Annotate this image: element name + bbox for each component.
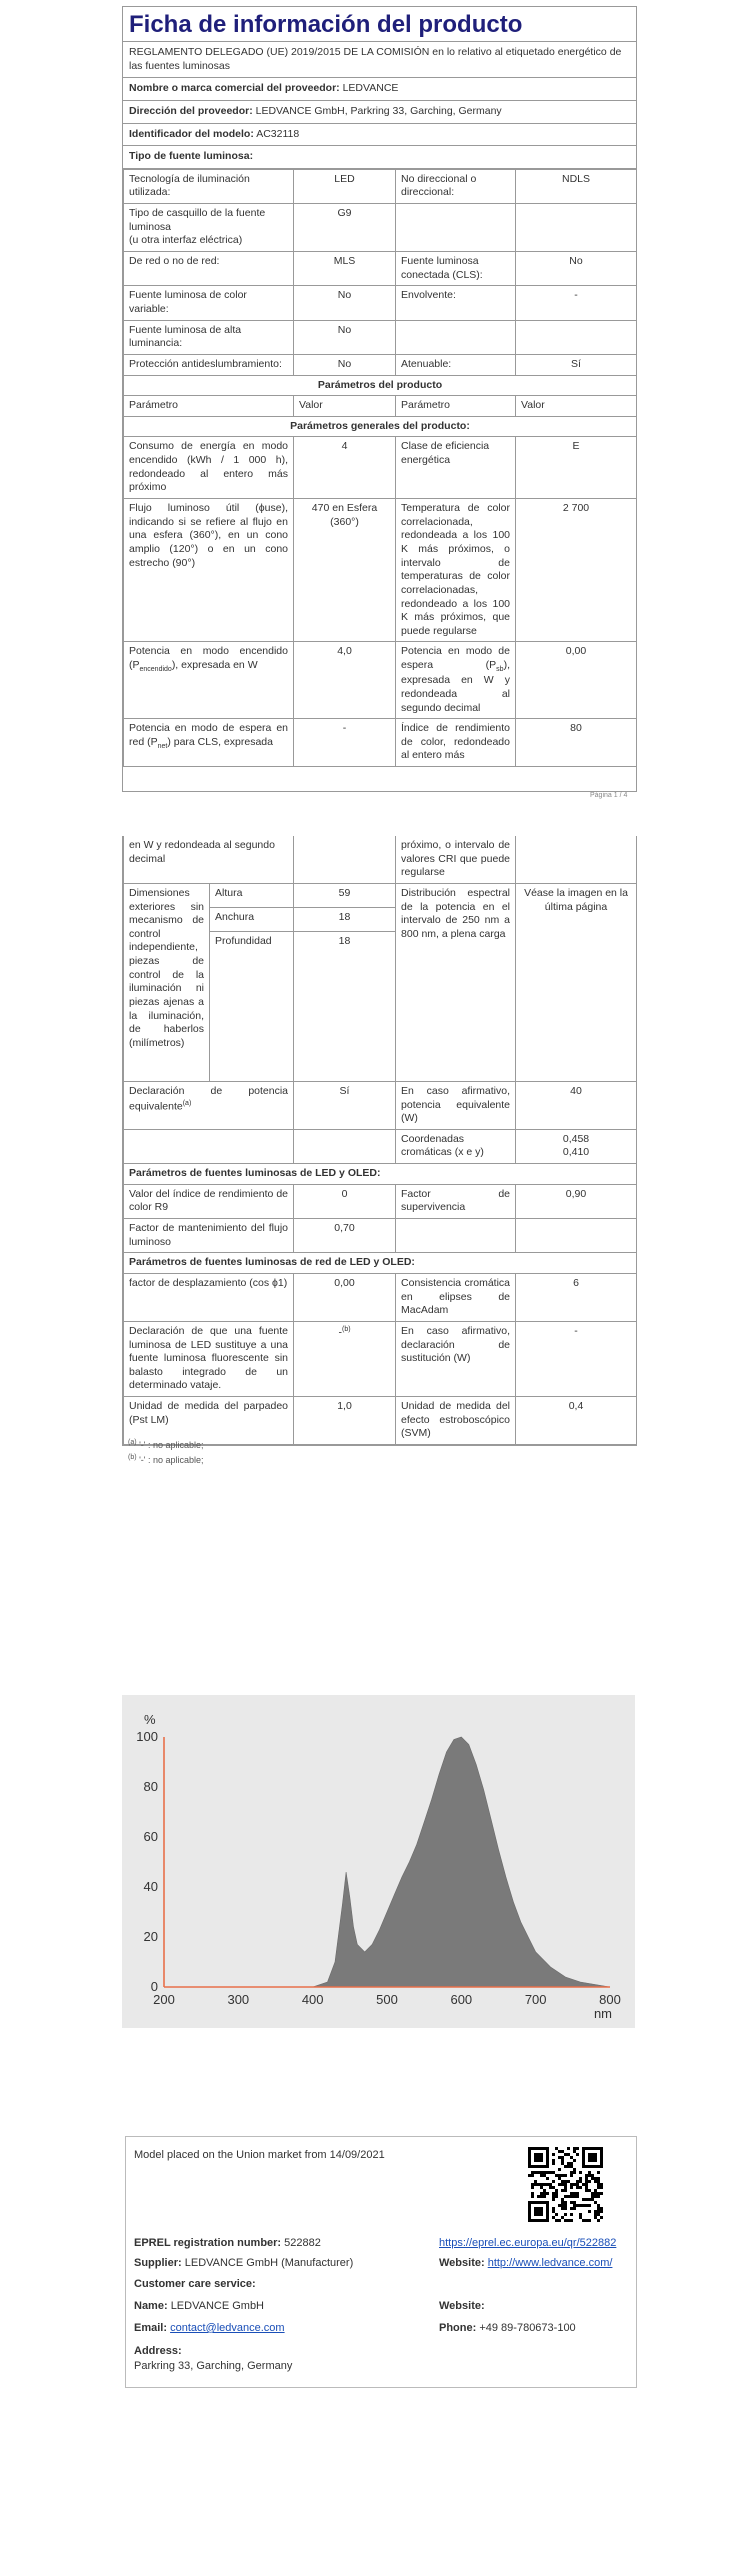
x-tick-label: 800	[599, 1992, 621, 2007]
y-tick-label: 20	[143, 1929, 158, 1944]
type-value: No	[294, 286, 396, 320]
col-header-param: Parámetro	[396, 396, 516, 417]
empty-cell	[516, 320, 637, 354]
care-website-label: Website:	[439, 2300, 485, 2312]
standby-sub: sb	[496, 666, 504, 674]
section-row	[124, 1253, 637, 1274]
eprel-link-text[interactable]: https://eprel.ec.europa.eu/qr/522882	[439, 2237, 617, 2249]
col-header-param: Parámetro	[124, 396, 294, 417]
empty-cell	[294, 1129, 396, 1163]
energy-consumption-label: Consumo de energía en modo encendido (kWh / 1 000 h), redondeado al entero más próximo	[124, 437, 294, 499]
light-source-type-row	[123, 146, 636, 169]
footnote-b	[128, 1452, 204, 1467]
eprel-card	[125, 2136, 637, 2388]
width-value: 18	[294, 907, 396, 931]
table-row	[124, 437, 637, 499]
footnote-a	[128, 1437, 204, 1452]
survival-label: Factor de supervivencia	[396, 1184, 516, 1218]
model-id-value: AC32118	[256, 127, 300, 140]
qr-code-icon[interactable]	[528, 2147, 603, 2222]
table-row	[124, 354, 637, 375]
on-power-text2: ), expresada en W	[171, 659, 258, 672]
table-row	[124, 719, 637, 767]
equiv-w-label: En caso afirmativo, potencia equivalente (W)	[396, 1081, 516, 1129]
stroboscopic-label: Unidad de medida del efecto estroboscópico (SVM)	[396, 1397, 516, 1445]
section-row	[124, 375, 637, 396]
type-label: Fuente luminosa de color variable:	[124, 286, 294, 320]
table-row	[124, 1273, 637, 1321]
empty-cell	[516, 204, 637, 252]
chromaticity-value	[516, 1129, 637, 1163]
footnote-b-text: '-' : no aplicable;	[139, 1455, 204, 1466]
eprel-value: 522882	[284, 2237, 321, 2249]
care-email-link[interactable]: contact@ledvance.com	[170, 2322, 285, 2334]
height-label: Altura	[210, 883, 294, 907]
regulation-text: REGLAMENTO DELEGADO (UE) 2019/2015 DE LA COMISIÓN en lo relativo al etiquetado energético de las fuentes luminosas	[123, 42, 636, 78]
website-label: Website:	[439, 2257, 485, 2269]
empty-cell	[396, 204, 516, 252]
type-value: No	[294, 354, 396, 375]
empty-cell	[396, 320, 516, 354]
table-row	[124, 642, 637, 719]
on-power-text: Potencia en modo encendido (P	[129, 645, 288, 672]
equiv-power-value: Sí	[294, 1081, 396, 1129]
type-label: Tecnología de iluminación utilizada:	[124, 169, 294, 203]
care-name-row	[134, 2300, 264, 2312]
depth-value: 18	[294, 931, 396, 1081]
cap-type-sublabel: (u otra interfaz eléctrica)	[129, 234, 243, 247]
displacement-label: factor de desplazamiento (cos ϕ1)	[124, 1273, 294, 1321]
retro-val: -	[338, 1326, 342, 1339]
params-table-cont	[123, 836, 637, 1445]
table-row	[124, 883, 637, 907]
empty-cell	[396, 1219, 516, 1253]
retrofit-label: Declaración de que una fuente luminosa de LED sustituye a una fuente luminosa fluorescente sin balasto integrado de un determinado vataje.	[124, 1321, 294, 1396]
net-text2: ) para CLS, expresada	[167, 735, 273, 748]
cap-type-label: Tipo de casquillo de la fuente luminosa	[129, 207, 266, 233]
x-tick-label: 700	[524, 1992, 547, 2007]
type-label: No direccional o direccional:	[396, 169, 516, 203]
net-text: Potencia en modo de espera en red (P	[129, 722, 288, 748]
macadam-value: 6	[516, 1273, 637, 1321]
supplier-label: Supplier:	[134, 2257, 182, 2269]
type-table	[123, 169, 637, 767]
table-row	[124, 499, 637, 642]
table-row	[124, 169, 637, 203]
general-params-title: Parámetros generales del producto:	[124, 416, 637, 437]
footnote-b-mark: (b)	[128, 1454, 137, 1462]
depth-label: Profundidad	[210, 931, 294, 1081]
footnote-a-mark: (a)	[128, 1439, 137, 1446]
retro-sup: (b)	[341, 1325, 351, 1333]
flicker-value: 1,0	[294, 1397, 396, 1445]
spectrum-area	[164, 1737, 610, 1987]
x-tick-label: 600	[450, 1992, 473, 2007]
table-row	[124, 1219, 637, 1253]
table-row	[124, 286, 637, 320]
type-label: De red o no de red:	[124, 252, 294, 286]
y-axis-label: %	[144, 1712, 156, 1727]
page-title: Ficha de información del producto	[123, 7, 636, 42]
footnote-a-text: '-' : no aplicable;	[139, 1440, 204, 1450]
section-row	[124, 416, 637, 437]
type-label: Fuente luminosa de alta luminancia:	[124, 320, 294, 354]
cri-label: Índice de rendimiento de color, redondeado al entero más	[396, 719, 516, 767]
retrofit-w-value: -	[516, 1321, 637, 1396]
supplier-address-value: LEDVANCE GmbH, Parkring 33, Garching, Germany	[255, 104, 502, 117]
chroma-y: 0,410	[562, 1146, 590, 1159]
type-value: No	[294, 320, 396, 354]
table-row	[124, 252, 637, 286]
care-phone-label: Phone:	[439, 2322, 477, 2334]
care-email-label: Email:	[134, 2322, 168, 2334]
type-label: Atenuable:	[396, 354, 516, 375]
footnotes	[128, 1437, 204, 1468]
care-address-label: Address:	[134, 2345, 182, 2357]
care-name-label: Name:	[134, 2300, 168, 2312]
standby-power-value: 0,00	[516, 642, 637, 719]
equiv-power-label	[124, 1081, 294, 1129]
r9-value: 0	[294, 1184, 396, 1218]
supplier-name-label: Nombre o marca comercial del proveedor:	[129, 82, 340, 95]
website-row	[439, 2257, 612, 2269]
network-standby-value: -	[294, 719, 396, 767]
placed-on-market-text: Model placed on the Union market from 14/09/2021	[134, 2149, 385, 2161]
type-label: Envolvente:	[396, 286, 516, 320]
maintenance-value: 0,70	[294, 1219, 396, 1253]
on-power-sub: encendido	[139, 666, 172, 674]
spectral-chart-svg	[122, 1695, 635, 2028]
x-axis-label: nm	[593, 2006, 612, 2021]
eprel-row	[134, 2237, 321, 2249]
empty-cell	[516, 836, 637, 883]
care-address-value: Parkring 33, Garching, Germany	[134, 2360, 293, 2372]
stroboscopic-value: 0,4	[516, 1397, 637, 1445]
spectral-chart	[122, 1695, 635, 2028]
table-row	[124, 1184, 637, 1218]
product-params-title: Parámetros del producto	[124, 375, 637, 396]
x-tick-label: 200	[153, 1992, 175, 2007]
macadam-label: Consistencia cromática en elipses de MacAdam	[396, 1273, 516, 1321]
supplier-value: LEDVANCE GmbH (Manufacturer)	[184, 2257, 354, 2269]
luminous-flux-value: 470 en Esfera (360°)	[294, 499, 396, 642]
model-id-label: Identificador del modelo:	[129, 127, 254, 140]
standby-text2: ), expresada en W y redondeada al segundo decimal	[401, 659, 510, 714]
product-info-sheet-page2	[122, 836, 637, 1446]
maintenance-label: Factor de mantenimiento del flujo luminoso	[124, 1219, 294, 1253]
type-label: Fuente luminosa conectada (CLS):	[396, 252, 516, 286]
efficiency-class-label: Clase de eficiencia energética	[396, 437, 516, 499]
network-standby-cont: en W y redondeada al segundo decimal	[124, 836, 294, 883]
care-name-value: LEDVANCE GmbH	[170, 2300, 265, 2312]
type-value: G9	[294, 204, 396, 252]
section-row	[124, 1164, 637, 1185]
type-value: MLS	[294, 252, 396, 286]
col-header-value: Valor	[516, 396, 637, 417]
y-tick-label: 60	[143, 1829, 158, 1844]
y-tick-label: 80	[143, 1779, 158, 1794]
dimensions-label: Dimensiones exteriores sin mecanismo de control independiente, piezas de control de la iluminación ni piezas ajenas a la iluminación, de haberlos (milímetros)	[124, 883, 210, 1081]
on-mode-power-label	[124, 642, 294, 719]
care-phone-value: +49 89-780673-100	[479, 2322, 576, 2334]
page-number: Página 1 / 4	[590, 792, 628, 799]
standby-text: Potencia en modo de espera (P	[401, 645, 510, 672]
empty-cell	[294, 836, 396, 883]
y-tick-label: 100	[136, 1729, 158, 1744]
equiv-sup: (a)	[182, 1099, 192, 1107]
table-row	[124, 836, 637, 883]
standby-power-label	[396, 642, 516, 719]
equiv-text: Declaración de potencia equivalente	[129, 1084, 289, 1113]
website-link[interactable]: http://www.ledvance.com/	[487, 2257, 613, 2269]
care-email-row	[134, 2322, 285, 2334]
y-tick-label: 40	[143, 1879, 158, 1894]
r9-label: Valor del índice de rendimiento de color R9	[124, 1184, 294, 1218]
x-tick-label: 500	[376, 1992, 398, 2007]
type-value: LED	[294, 169, 396, 203]
supplier-name-value: LEDVANCE	[342, 82, 399, 95]
network-standby-label	[124, 719, 294, 767]
spd-label: Distribución espectral de la potencia en el intervalo de 250 nm a 800 nm, a plena carga	[396, 883, 516, 1081]
supplier-name-row	[123, 78, 636, 101]
led-oled-title: Parámetros de fuentes luminosas de LED y OLED:	[124, 1164, 637, 1185]
energy-consumption-value: 4	[294, 437, 396, 499]
y-tick-label: 0	[150, 1979, 158, 1994]
type-label	[124, 204, 294, 252]
col-header-value: Valor	[294, 396, 396, 417]
model-id-row	[123, 124, 636, 147]
eprel-label: EPREL registration number:	[134, 2237, 282, 2249]
x-tick-label: 300	[227, 1992, 250, 2007]
header-row	[124, 396, 637, 417]
equiv-w-value: 40	[516, 1081, 637, 1129]
luminous-flux-label: Flujo luminoso útil (ϕuse), indicando si se refiere al flujo en una esfera (360°), en un cono amplio (120°) o en un cono estrecho (90°)	[124, 499, 294, 642]
care-phone-row	[439, 2322, 576, 2334]
table-row	[124, 1321, 637, 1396]
type-value: -	[516, 286, 637, 320]
type-value: Sí	[516, 354, 637, 375]
type-value: NDLS	[516, 169, 637, 203]
mains-led-title: Parámetros de fuentes luminosas de red de LED y OLED:	[124, 1253, 637, 1274]
spd-value: Véase la imagen en la última página	[516, 883, 637, 1081]
height-value: 59	[294, 883, 396, 907]
type-label: Protección antideslumbramiento:	[124, 354, 294, 375]
on-mode-power-value: 4,0	[294, 642, 396, 719]
customer-care-heading: Customer care service:	[134, 2278, 256, 2290]
table-row	[124, 1081, 637, 1129]
empty-cell	[124, 1129, 294, 1163]
eprel-link[interactable]	[439, 2237, 616, 2249]
survival-value: 0,90	[516, 1184, 637, 1218]
type-value: No	[516, 252, 637, 286]
table-row	[124, 204, 637, 252]
cct-value: 2 700	[516, 499, 637, 642]
flicker-label: Unidad de medida del parpadeo (Pst LM)	[124, 1397, 294, 1445]
product-info-sheet-page1	[122, 6, 637, 792]
table-row	[124, 1129, 637, 1163]
displacement-value: 0,00	[294, 1273, 396, 1321]
retrofit-value	[294, 1321, 396, 1396]
table-row	[124, 320, 637, 354]
cct-label: Temperatura de color correlacionada, redondeada a los 100 K más próximos, o intervalo de temperaturas de color correlacionadas, redondeado a los 100 K más próximos, que puede regularse	[396, 499, 516, 642]
retrofit-w-label: En caso afirmativo, declaración de sustitución (W)	[396, 1321, 516, 1396]
net-sub: net	[157, 742, 168, 750]
cri-label-cont: próximo, o intervalo de valores CRI que puede regularse	[396, 836, 516, 883]
empty-cell	[516, 1219, 637, 1253]
width-label: Anchura	[210, 907, 294, 931]
efficiency-class-value: E	[516, 437, 637, 499]
supplier-row	[134, 2257, 353, 2269]
chroma-x: 0,458	[562, 1132, 590, 1145]
cri-value: 80	[516, 719, 637, 767]
supplier-address-label: Dirección del proveedor:	[129, 104, 253, 117]
chromaticity-label: Coordenadas cromáticas (x e y)	[396, 1129, 516, 1163]
light-source-type-label: Tipo de fuente luminosa:	[129, 150, 254, 163]
supplier-address-row	[123, 101, 636, 124]
x-tick-label: 400	[301, 1992, 324, 2007]
